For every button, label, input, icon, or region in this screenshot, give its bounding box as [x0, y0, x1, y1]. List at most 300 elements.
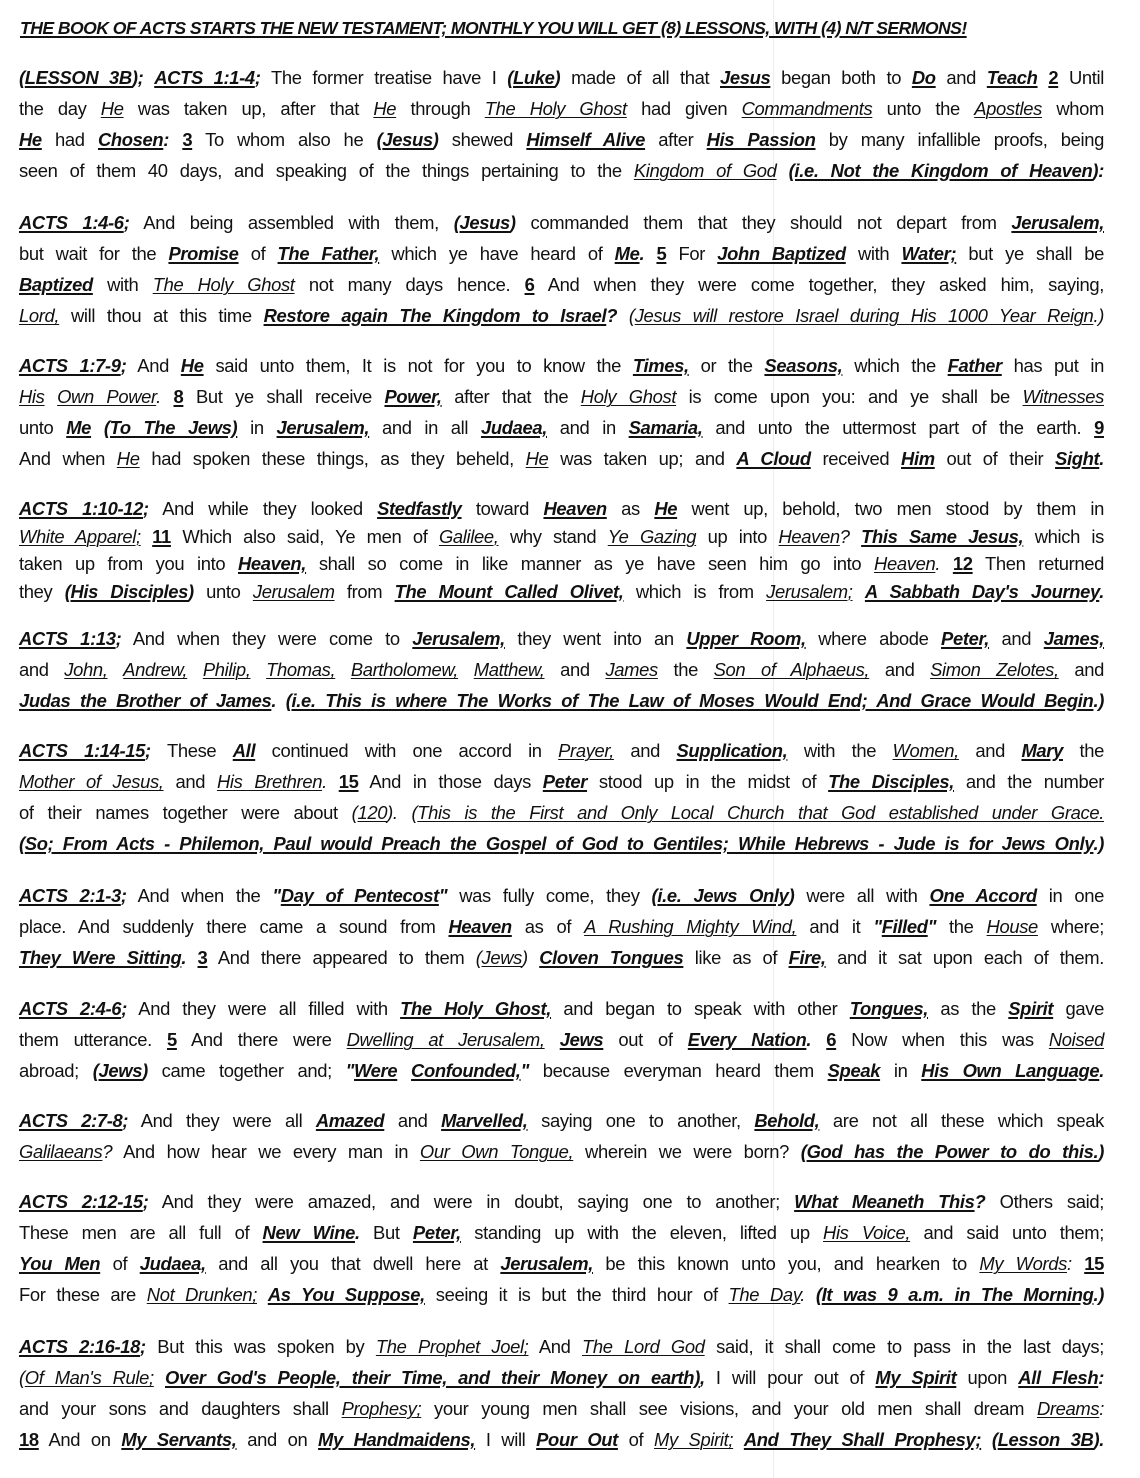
- emphasized-text-run: He: [100, 98, 124, 119]
- emphasized-text-run: Power,: [384, 386, 442, 407]
- emphasized-text-run: ACTS 2:16-18: [19, 1336, 141, 1357]
- document-title: THE BOOK OF ACTS STARTS THE NEW TESTAMENT; MONTHLY YOU WILL GET (8) LESSONS, WITH (4) N/T SERMONS!: [20, 18, 967, 38]
- emphasized-text-run: (: [19, 833, 25, 854]
- text-run: Others said;: [985, 1191, 1104, 1212]
- text-run: began both to: [770, 67, 912, 88]
- emphasized-text-run: 9: [1094, 417, 1105, 438]
- text-run: [143, 67, 154, 88]
- text-run: Which also said, Ye men of: [170, 525, 439, 547]
- text-run: [91, 417, 104, 438]
- text-run: I will: [475, 1429, 537, 1450]
- emphasized-text-run: 6: [524, 274, 535, 295]
- emphasized-text-run: And They Shall Prophesy;: [743, 1429, 982, 1450]
- text-line: [19, 381, 1104, 412]
- emphasized-text-run: .): [1093, 305, 1104, 326]
- emphasized-text-run: :: [1099, 1398, 1104, 1419]
- emphasized-text-run: A Rushing Mighty Wind,: [584, 916, 797, 937]
- emphasized-text-run: Witnesses: [1022, 386, 1105, 407]
- text-run: and began to speak with other: [551, 998, 850, 1019]
- text-run: [981, 1429, 992, 1450]
- text-run: after: [645, 129, 707, 150]
- emphasized-text-run: The Prophet Joel;: [375, 1336, 529, 1357]
- emphasized-text-run: 18: [19, 1429, 39, 1450]
- text-run: were all with: [794, 885, 930, 906]
- emphasized-text-run: Jesus will restore Israel during His 1000 Year Reign: [634, 305, 1094, 326]
- text-line: [19, 412, 1104, 443]
- emphasized-text-run: The Holy Ghost: [152, 274, 295, 295]
- text-line: [19, 942, 1104, 973]
- emphasized-text-run: 15: [338, 771, 359, 792]
- text-run: [141, 526, 152, 547]
- emphasized-text-run: Apostles: [974, 98, 1042, 119]
- text-run: toward: [461, 498, 544, 519]
- text-line: [19, 1248, 1104, 1279]
- emphasized-text-run: (: [19, 1367, 25, 1388]
- emphasized-text-run: ): [1098, 1141, 1105, 1162]
- text-line: [19, 993, 1104, 1024]
- emphasized-text-run: Jews: [481, 947, 523, 968]
- text-run: Now when this was: [836, 1029, 1049, 1050]
- emphasized-text-run: (: [475, 947, 482, 968]
- emphasized-text-run: ;: [140, 1336, 146, 1357]
- emphasized-text-run: God has the Power to do this.: [806, 1141, 1099, 1162]
- text-line: [19, 495, 1104, 523]
- text-run: and: [989, 628, 1044, 649]
- text-run: And on: [38, 1429, 122, 1450]
- text-run: with the: [787, 740, 893, 761]
- emphasized-text-run: ): [432, 129, 439, 150]
- emphasized-text-run: :: [1067, 1253, 1072, 1274]
- emphasized-text-run: .: [935, 553, 941, 574]
- emphasized-text-run: White Apparel;: [19, 525, 141, 547]
- text-run: [169, 129, 182, 150]
- text-line: [19, 155, 1104, 186]
- emphasized-text-run: Speak: [827, 1060, 881, 1081]
- scripture-paragraph: [19, 62, 1104, 186]
- emphasized-text-run: Mother of Jesus,: [19, 771, 164, 792]
- text-run: the: [1063, 740, 1104, 761]
- emphasized-text-run: House: [986, 916, 1038, 937]
- text-run: the: [657, 659, 714, 680]
- emphasized-text-run: The Father,: [277, 243, 380, 264]
- text-run: [250, 659, 266, 680]
- text-run: like as of: [683, 947, 789, 968]
- emphasized-text-run: The Day: [728, 1284, 801, 1305]
- text-run: And they were all: [128, 1110, 316, 1131]
- emphasized-text-run: Judaea,: [480, 417, 547, 438]
- text-run: [257, 1284, 268, 1305]
- emphasized-text-run: He: [180, 355, 204, 376]
- emphasized-text-run: 11: [152, 525, 171, 547]
- emphasized-text-run: Lesson 3B: [997, 1429, 1094, 1450]
- text-run: shall so come in like manner as ye have seen him go into: [306, 553, 875, 574]
- text-run: of: [238, 243, 278, 264]
- text-line: [19, 1024, 1104, 1055]
- emphasized-text-run: ": [520, 1060, 529, 1081]
- emphasized-text-run: ;: [123, 212, 130, 233]
- text-run: [811, 1029, 826, 1050]
- emphasized-text-run: Him: [901, 448, 935, 469]
- emphasized-text-run: Heaven: [874, 553, 936, 574]
- text-run: and it: [796, 916, 874, 937]
- emphasized-text-run: LESSON 3B: [24, 67, 132, 88]
- text-run: your young men shall see visions, and your old men shall dream: [421, 1398, 1037, 1419]
- emphasized-text-run: (: [285, 690, 292, 711]
- emphasized-text-run: ": [272, 885, 281, 906]
- text-run: But this was spoken by: [145, 1336, 376, 1357]
- emphasized-text-run: Mary: [1021, 740, 1063, 761]
- emphasized-text-run: ": [438, 885, 448, 906]
- emphasized-text-run: Son of Alphaeus,: [713, 659, 870, 680]
- text-run: made of all that: [560, 67, 720, 88]
- emphasized-text-run: ACTS 2:1-3: [19, 885, 121, 906]
- emphasized-text-run: Lord,: [19, 305, 60, 326]
- text-run: I will pour out of: [704, 1367, 876, 1388]
- text-run: they went into an: [504, 628, 687, 649]
- text-run: [545, 1029, 560, 1050]
- emphasized-text-run: Filled: [881, 916, 928, 937]
- emphasized-text-run: Jerusalem;: [766, 580, 853, 602]
- text-run: taken up from you into: [19, 553, 238, 574]
- emphasized-text-run: (: [411, 802, 418, 823]
- emphasized-text-run: ;: [254, 67, 261, 88]
- emphasized-text-run: .: [1099, 448, 1105, 469]
- emphasized-text-run: ;: [120, 885, 127, 906]
- text-run: after that the: [441, 386, 581, 407]
- emphasized-text-run: My Spirit;: [654, 1429, 734, 1450]
- text-run: which the: [842, 355, 948, 376]
- emphasized-text-run: Pour Out: [536, 1429, 618, 1450]
- text-line: [19, 797, 1104, 828]
- text-run: unto: [19, 417, 67, 438]
- text-run: came together and;: [147, 1060, 346, 1081]
- text-run: in: [880, 1060, 922, 1081]
- emphasized-text-run: Holy Ghost: [580, 386, 677, 407]
- emphasized-text-run: .: [322, 771, 327, 792]
- text-run: up into: [696, 525, 779, 547]
- emphasized-text-run: Andrew,: [123, 659, 188, 680]
- emphasized-text-run: Peter,: [941, 628, 990, 649]
- text-run: went up, behold, two men stood by them in: [677, 498, 1104, 519]
- text-line: [19, 1136, 1104, 1167]
- emphasized-text-run: (: [800, 1141, 807, 1162]
- text-run: Then returned: [972, 553, 1105, 574]
- text-run: which ye have heard of: [379, 243, 615, 264]
- text-run: stood up in the midst of: [587, 771, 829, 792]
- text-run: which is: [1023, 525, 1104, 547]
- text-run: [154, 1367, 165, 1388]
- emphasized-text-run: ": [927, 916, 937, 937]
- text-run: they: [19, 580, 65, 602]
- text-run: but ye shall be: [956, 243, 1104, 264]
- text-run: not many days hence.: [294, 274, 525, 295]
- text-line: [19, 654, 1104, 685]
- emphasized-text-run: Behold,: [754, 1110, 820, 1131]
- emphasized-text-run: Jesus: [459, 212, 510, 233]
- emphasized-text-run: James,: [1043, 628, 1104, 649]
- emphasized-text-run: ).: [1093, 1429, 1105, 1450]
- emphasized-text-run: Supplication,: [676, 740, 788, 761]
- text-run: [617, 305, 629, 326]
- emphasized-text-run: Heaven: [778, 525, 840, 547]
- emphasized-text-run: Peter: [542, 771, 588, 792]
- text-run: These men are all full of: [19, 1222, 263, 1243]
- text-run: because everyman heard them: [528, 1060, 828, 1081]
- text-run: [458, 659, 474, 680]
- text-run: and your sons and daughters shall: [19, 1398, 342, 1419]
- text-line: [19, 1279, 1104, 1310]
- emphasized-text-run: 5: [656, 243, 667, 264]
- emphasized-text-run: Jerusalem,: [1011, 212, 1105, 233]
- emphasized-text-run: Judaea,: [139, 1253, 206, 1274]
- emphasized-text-run: ): [142, 1060, 148, 1081]
- text-run: the day: [19, 98, 101, 119]
- text-run: from: [334, 580, 395, 602]
- emphasized-text-run: Times,: [632, 355, 689, 376]
- text-run: and: [935, 67, 987, 88]
- emphasized-text-run: Were: [354, 1060, 398, 1081]
- emphasized-text-run: (: [453, 212, 460, 233]
- emphasized-text-run: His Disciples: [70, 580, 188, 602]
- text-run: through: [396, 98, 485, 119]
- text-run: [187, 659, 203, 680]
- emphasized-text-run: Do: [911, 67, 936, 88]
- text-run: of: [617, 1429, 655, 1450]
- emphasized-text-run: His Passion: [706, 129, 816, 150]
- emphasized-text-run: :: [1098, 1367, 1104, 1388]
- text-line: [19, 1105, 1104, 1136]
- emphasized-text-run: Heaven: [543, 498, 607, 519]
- emphasized-text-run: Luke: [513, 67, 555, 88]
- text-run: said, it shall come to pass in the last days;: [704, 1336, 1104, 1357]
- emphasized-text-run: (To The Jews): [103, 417, 238, 438]
- emphasized-text-run: 120: [357, 802, 388, 823]
- emphasized-text-run: Promise: [168, 243, 239, 264]
- emphasized-text-run: Thomas,: [266, 659, 336, 680]
- scripture-paragraph: [19, 207, 1104, 331]
- emphasized-text-run: Bartholomew,: [350, 659, 459, 680]
- text-run: [1072, 1253, 1084, 1274]
- emphasized-text-run: You Men: [19, 1253, 101, 1274]
- scripture-paragraph: [19, 495, 1104, 605]
- text-run: was taken up, after that: [123, 98, 374, 119]
- emphasized-text-run: ;: [115, 628, 122, 649]
- text-run: and on: [236, 1429, 319, 1450]
- emphasized-text-run: 12: [952, 553, 973, 574]
- emphasized-text-run: ): [188, 580, 194, 602]
- emphasized-text-run: ;: [121, 998, 127, 1019]
- text-line: [19, 1217, 1104, 1248]
- text-line: [19, 828, 1104, 859]
- emphasized-text-run: ):: [1092, 160, 1104, 181]
- emphasized-text-run: My Servants,: [121, 1429, 237, 1450]
- emphasized-text-run: Cloven Tongues: [539, 947, 684, 968]
- text-line: [19, 93, 1104, 124]
- text-run: [45, 386, 58, 407]
- emphasized-text-run: ": [345, 1060, 354, 1081]
- emphasized-text-run: ?: [102, 1141, 113, 1162]
- emphasized-text-run: A Sabbath Day's Journey: [864, 580, 1100, 602]
- emphasized-text-run: Teach: [986, 67, 1038, 88]
- emphasized-text-run: This is the First and Only Local Church that God established under Grace.: [417, 802, 1104, 823]
- text-line: [19, 1331, 1104, 1362]
- emphasized-text-run: As You Suppose,: [267, 1284, 425, 1305]
- emphasized-text-run: ): [554, 67, 561, 88]
- text-line: [19, 1186, 1104, 1217]
- text-run: was taken up; and: [548, 448, 737, 469]
- text-run: commanded them that they should not depart from: [515, 212, 1012, 233]
- text-run: and it sat upon each of them.: [825, 947, 1105, 968]
- text-run: had given: [626, 98, 742, 119]
- emphasized-text-run: ;: [145, 740, 151, 761]
- emphasized-text-run: 5: [167, 1029, 177, 1050]
- text-run: [186, 947, 197, 968]
- text-run: as the: [928, 998, 1009, 1019]
- text-run: [805, 1284, 816, 1305]
- emphasized-text-run: Me: [614, 243, 640, 264]
- emphasized-text-run: My Spirit: [875, 1367, 957, 1388]
- text-run: is come upon you: and ye shall be: [676, 386, 1023, 407]
- emphasized-text-run: Father: [947, 355, 1002, 376]
- emphasized-text-run: Own Power: [57, 386, 157, 407]
- text-run: For: [666, 243, 718, 264]
- emphasized-text-run: John Baptized: [717, 243, 846, 264]
- emphasized-text-run: (: [19, 67, 25, 88]
- text-run: [108, 659, 124, 680]
- scripture-paragraph: [19, 1105, 1104, 1167]
- emphasized-text-run: .: [1099, 580, 1105, 602]
- emphasized-text-run: Me: [66, 417, 92, 438]
- text-run: And how hear we every man in: [112, 1141, 420, 1162]
- text-line: [19, 735, 1104, 766]
- text-run: [1038, 67, 1049, 88]
- emphasized-text-run: His Own Language: [921, 1060, 1100, 1081]
- emphasized-text-run: He: [373, 98, 397, 119]
- text-run: [276, 690, 286, 711]
- emphasized-text-run: );: [131, 67, 144, 88]
- text-run: seen of them 40 days, and speaking of the things pertaining to the: [19, 160, 634, 181]
- emphasized-text-run: Of Man's Rule;: [24, 1367, 154, 1388]
- emphasized-text-run: The Holy Ghost: [484, 98, 627, 119]
- emphasized-text-run: He: [19, 129, 42, 150]
- text-run: [777, 160, 789, 181]
- text-run: [397, 1060, 411, 1081]
- text-run: And they were amazed, and were in doubt, saying one to another;: [148, 1191, 795, 1212]
- emphasized-text-run: Marvelled,: [441, 1110, 528, 1131]
- emphasized-text-run: ACTS 1:1-4: [154, 67, 255, 88]
- emphasized-text-run: His Brethren: [216, 771, 323, 792]
- text-run: has put in: [1001, 355, 1104, 376]
- text-run: And there were: [176, 1029, 347, 1050]
- text-line: [19, 443, 1104, 474]
- emphasized-text-run: Jerusalem: [252, 580, 335, 602]
- text-line: [19, 300, 1104, 331]
- emphasized-text-run: Upper Room,: [686, 628, 806, 649]
- text-run: [733, 1429, 744, 1450]
- emphasized-text-run: (: [815, 1284, 822, 1305]
- text-run: seeing it is but the third hour of: [424, 1284, 729, 1305]
- emphasized-text-run: They Were Sitting: [19, 947, 182, 968]
- emphasized-text-run: 8: [173, 386, 184, 407]
- text-run: as of: [511, 916, 585, 937]
- emphasized-text-run: (: [628, 305, 635, 326]
- text-run: standing up with the eleven, lifted up: [460, 1222, 824, 1243]
- emphasized-text-run: Judas the Brother of James: [19, 690, 272, 711]
- emphasized-text-run: ACTS 2:12-15: [19, 1191, 143, 1212]
- text-run: But: [359, 1222, 413, 1243]
- text-run: [853, 581, 865, 602]
- scripture-paragraph: [19, 735, 1104, 859]
- text-run: and: [384, 1110, 442, 1131]
- emphasized-text-run: .): [1093, 690, 1104, 711]
- emphasized-text-run: (: [991, 1429, 998, 1450]
- text-run: out of: [603, 1029, 688, 1050]
- emphasized-text-run: ,: [699, 1367, 705, 1388]
- text-run: of their names together were about: [19, 802, 352, 823]
- emphasized-text-run: This Same Jesus,: [861, 525, 1024, 547]
- emphasized-text-run: Tongues,: [849, 998, 929, 1019]
- text-line: [19, 523, 1104, 551]
- emphasized-text-run: So; From Acts - Philemon, Paul would Preach the Gospel of God to Gentiles; While Hebrews - Jude is for Jews Only: [24, 833, 1094, 854]
- emphasized-text-run: .): [1093, 833, 1104, 854]
- text-run: had: [41, 129, 98, 150]
- text-run: Until: [1058, 67, 1105, 88]
- emphasized-text-run: ": [873, 916, 882, 937]
- emphasized-text-run: Peter,: [412, 1222, 461, 1243]
- text-run: whom: [1041, 98, 1104, 119]
- emphasized-text-run: (: [351, 802, 358, 823]
- text-run: received: [810, 448, 902, 469]
- text-line: [19, 62, 1104, 93]
- text-run: where;: [1037, 916, 1104, 937]
- emphasized-text-run: Galilee,: [438, 525, 499, 547]
- emphasized-text-run: It was 9 a.m. in The Morning: [821, 1284, 1094, 1305]
- text-run: and: [1058, 659, 1105, 680]
- emphasized-text-run: Ye Gazing: [607, 525, 697, 547]
- emphasized-text-run: ACTS 1:4-6: [19, 212, 124, 233]
- emphasized-text-run: Baptized: [19, 274, 93, 295]
- text-run: wherein we were born?: [573, 1141, 801, 1162]
- emphasized-text-run: All Flesh: [1018, 1367, 1099, 1388]
- emphasized-text-run: ?: [606, 305, 618, 326]
- emphasized-text-run: ?: [974, 1191, 986, 1212]
- text-run: and the number: [953, 771, 1104, 792]
- text-run: gave: [1053, 998, 1104, 1019]
- text-run: unto the: [872, 98, 975, 119]
- text-run: out of their: [934, 448, 1056, 469]
- text-line: [19, 207, 1104, 238]
- emphasized-text-run: Restore again The Kingdom to Israel: [263, 305, 607, 326]
- text-run: be this known unto you, and hearken to: [592, 1253, 980, 1274]
- text-run: [850, 526, 861, 547]
- emphasized-text-run: (: [92, 1060, 99, 1081]
- text-run: upon: [956, 1367, 1019, 1388]
- text-run: and in: [547, 417, 629, 438]
- emphasized-text-run: Sight: [1055, 448, 1100, 469]
- text-run: them utterance.: [19, 1029, 167, 1050]
- emphasized-text-run: (: [651, 885, 658, 906]
- emphasized-text-run: Matthew,: [473, 659, 545, 680]
- emphasized-text-run: Jerusalem,: [412, 628, 505, 649]
- emphasized-text-run: His Voice,: [823, 1222, 911, 1243]
- emphasized-text-run: Seasons,: [764, 355, 843, 376]
- emphasized-text-run: ACTS 1:10-12: [19, 498, 144, 519]
- emphasized-text-run: ACTS 1:14-15: [19, 740, 146, 761]
- text-run: [528, 947, 539, 968]
- text-run: For these are: [19, 1284, 147, 1305]
- text-run: the: [936, 916, 987, 937]
- emphasized-text-run: Dwelling at Jerusalem,: [346, 1029, 545, 1050]
